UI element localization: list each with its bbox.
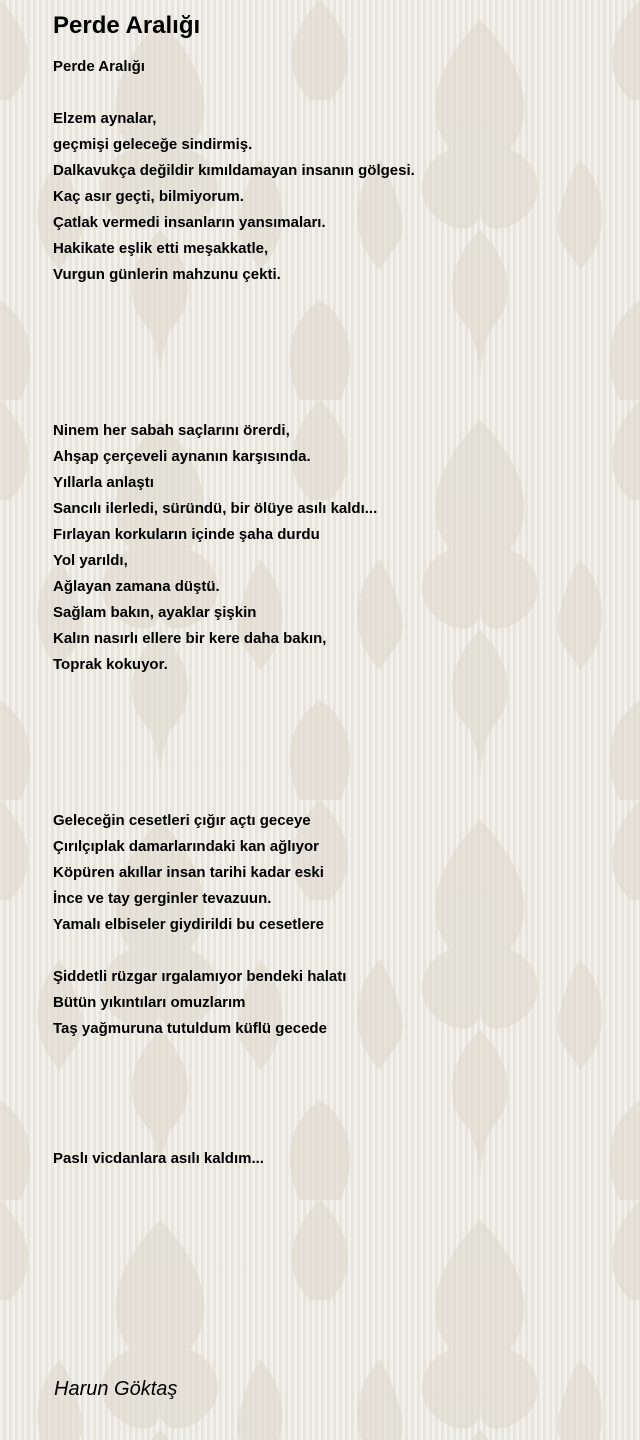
stanza-break xyxy=(53,366,415,392)
poem-line: Dalkavukça değildir kımıldamayan insanın gölgesi. xyxy=(53,162,415,179)
stanza-break xyxy=(53,730,415,756)
stanza-break xyxy=(53,80,415,106)
stanza-break xyxy=(53,678,415,704)
poem-line: Elzem aynalar, xyxy=(53,110,157,127)
poem-line: Ninem her sabah saçlarını örerdi, xyxy=(53,422,290,439)
poem-title: Perde Aralığı xyxy=(53,12,201,39)
poem-line: Kalın nasırlı ellere bir kere daha bakın, xyxy=(53,630,327,647)
stanza-break xyxy=(53,314,415,340)
poem-line: Fırlayan korkuların içinde şaha durdu xyxy=(53,526,320,543)
stanza-break xyxy=(53,1068,415,1094)
stanza-break xyxy=(53,756,415,782)
stanza-break xyxy=(53,782,415,808)
poem-line: Geleceğin cesetleri çığır açtı geceye xyxy=(53,812,311,829)
poem-line: Köpüren akıllar insan tarihi kadar eski xyxy=(53,864,324,881)
stanza-break xyxy=(53,1094,415,1120)
poem-line: Vurgun günlerin mahzunu çekti. xyxy=(53,266,281,283)
stanza-break xyxy=(53,340,415,366)
poem-line: Ahşap çerçeveli aynanın karşısında. xyxy=(53,448,311,465)
poem-line: Paslı vicdanlara asılı kaldım... xyxy=(53,1150,264,1167)
poem-line: geçmişi geleceğe sindirmiş. xyxy=(53,136,253,153)
poem-line: Taş yağmuruna tutuldum küflü gecede xyxy=(53,1020,327,1037)
stanza-break xyxy=(53,288,415,314)
stanza-break xyxy=(53,938,415,964)
poem-line: Yıllarla anlaştı xyxy=(53,474,154,491)
poem-line: Sancılı ilerledi, süründü, bir ölüye asılı kaldı... xyxy=(53,500,378,517)
stanza-break xyxy=(53,1042,415,1068)
poem-body xyxy=(53,54,415,1172)
stanza-break xyxy=(53,392,415,418)
poem-line: Kaç asır geçti, bilmiyorum. xyxy=(53,188,244,205)
poem-line: Çatlak vermedi insanların yansımaları. xyxy=(53,214,326,231)
stanza-break xyxy=(53,1120,415,1146)
poem-line: Yol yarıldı, xyxy=(53,552,128,569)
poem-line: Bütün yıkıntıları omuzlarım xyxy=(53,994,246,1011)
poem-line: Hakikate eşlik etti meşakkatle, xyxy=(53,240,269,257)
poem-line: Şiddetli rüzgar ırgalamıyor bendeki halatı xyxy=(53,968,347,985)
poem-line: İnce ve tay gerginler tevazuun. xyxy=(53,890,272,907)
poem-author: Harun Göktaş xyxy=(54,1378,178,1400)
poem-line: Çırılçıplak damarlarındaki kan ağlıyor xyxy=(53,838,319,855)
poem-line: Perde Aralığı xyxy=(53,58,145,75)
poem-line: Ağlayan zamana düştü. xyxy=(53,578,220,595)
poem-line: Toprak kokuyor. xyxy=(53,656,168,673)
poem-line: Sağlam bakın, ayaklar şişkin xyxy=(53,604,257,621)
poem-line: Yamalı elbiseler giydirildi bu cesetlere xyxy=(53,916,324,933)
stanza-break xyxy=(53,704,415,730)
